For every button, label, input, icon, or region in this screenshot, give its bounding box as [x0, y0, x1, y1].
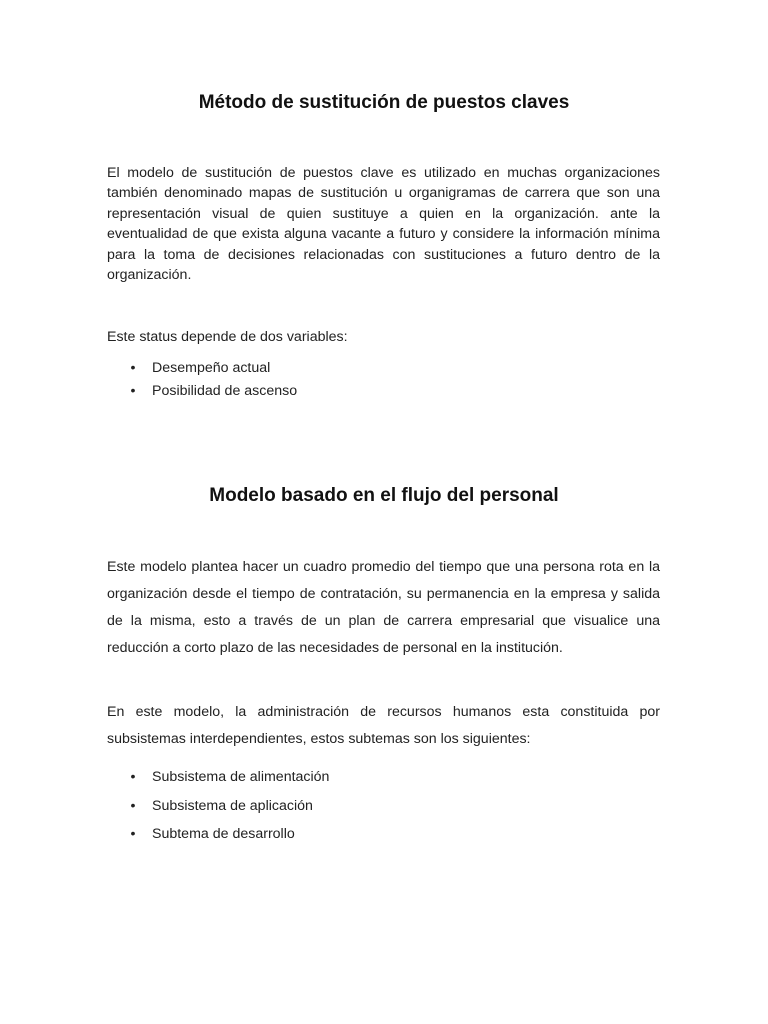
paragraph-flujo-personal: Este modelo plantea hacer un cuadro promedio del tiempo que una persona rota en la organización desde el tiempo de contratación, su permanencia en la empresa y salida de la misma, esto a través de un plan de carrera empresarial que visualice una reducción a corto plazo de las necesidades de personal en la institución.: [107, 559, 660, 656]
bullet-icon: •: [130, 797, 136, 814]
list-item: [107, 380, 660, 403]
list-item: [107, 763, 660, 792]
bullet-icon: •: [130, 826, 136, 842]
paragraph-subsistemas: En este modelo, la administración de recursos humanos esta constituida por subsistemas interdependientes, estos subtemas son los siguientes:: [107, 704, 660, 747]
bullet-icon: •: [130, 383, 136, 399]
bullet-icon: •: [130, 360, 136, 376]
list-item-label: Desempeño actual: [152, 360, 271, 376]
variables-list: [107, 357, 660, 403]
list-item-label: Subtema de desarrollo: [152, 826, 295, 842]
bullet-icon: •: [130, 769, 136, 785]
list-item-label: Subsistema de aplicación: [152, 797, 313, 814]
list-item: [107, 357, 660, 380]
list-item-label: Posibilidad de ascenso: [152, 383, 298, 399]
section-title-flujo-personal: Modelo basado en el flujo del personal: [209, 485, 559, 506]
list-item: [107, 792, 660, 821]
variables-intro: Este status depende de dos variables:: [107, 329, 348, 345]
paragraph-sustitucion: El modelo de sustitución de puestos clave es utilizado en muchas organizaciones también denominado mapas de sustitución u organigramas de carrera que son una representación visual de quien sustituye a quien en la organización. ante la eventualidad de que exista alguna vacante a futuro y considere la información mínima para la toma de decisiones relacionadas con sustituciones a futuro dentro de la organización.: [107, 165, 660, 284]
list-item-label: Subsistema de alimentación: [152, 769, 330, 785]
section-title-sustitucion: Método de sustitución de puestos claves: [198, 92, 570, 113]
subsystems-list: [107, 763, 660, 849]
list-item: [107, 820, 660, 849]
